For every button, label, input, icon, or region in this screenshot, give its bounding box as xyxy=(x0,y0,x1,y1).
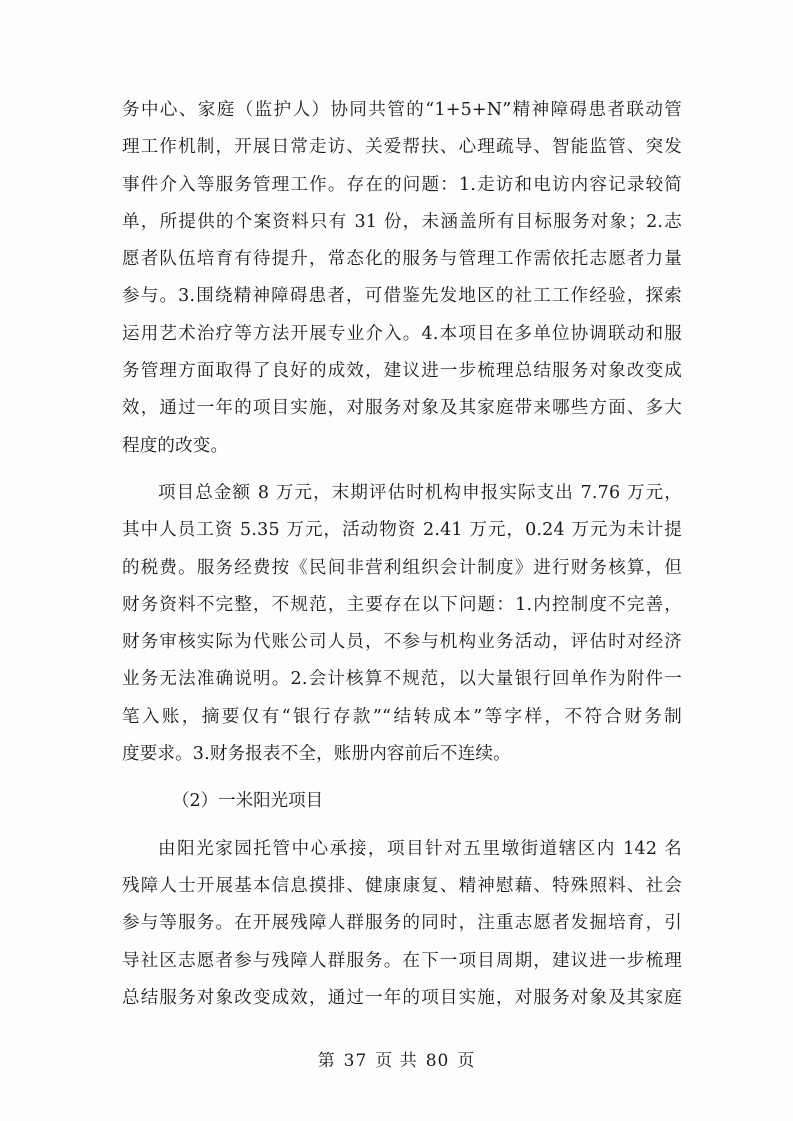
text-line: 务管理方面取得了良好的成效，建议进一步梳理总结服务对象改变成 xyxy=(122,361,682,382)
paragraph-2 xyxy=(122,475,682,773)
footer-prefix: 第 xyxy=(317,1051,336,1071)
text-line: 由阳光家园托管中心承接，项目针对五里墩街道辖区内 142 名 xyxy=(158,838,682,859)
footer-suffix: 页 xyxy=(457,1051,476,1071)
text-line: 事件介入等服务管理工作。存在的问题：1.走访和电访内容记录较简 xyxy=(122,174,682,195)
text-line: 务中心、家庭（监护人）协同共管的“1+5+N”精神障碍患者联动管 xyxy=(122,100,682,120)
text-line: 参与。3.围绕精神障碍患者，可借鉴先发地区的社工工作经验，探索 xyxy=(122,286,682,307)
footer-middle: 页 共 xyxy=(375,1051,418,1071)
text-line: 理工作机制，开展日常走访、关爱帮扶、心理疏导、智能监管、突发 xyxy=(122,137,682,158)
text-line: 导社区志愿者参与残障人群服务。在下一项目周期，建议进一步梳理 xyxy=(122,950,682,971)
page-number: 37 xyxy=(343,1051,368,1071)
page-total: 80 xyxy=(425,1051,450,1071)
page-footer xyxy=(0,1046,793,1071)
text-line: 总结服务对象改变成效，通过一年的项目实施，对服务对象及其家庭 xyxy=(122,987,682,1008)
text-line: 运用艺术治疗等方法开展专业介入。4.本项目在多单位协调联动和服 xyxy=(122,323,682,344)
text-line: 程度的改变。 xyxy=(122,435,229,456)
text-line: 财务审核实际为代账公司人员，不参与机构业务活动，评估时对经济 xyxy=(122,632,682,653)
body-text xyxy=(122,92,682,1017)
text-line: 其中人员工资 5.35 万元，活动物资 2.41 万元，0.24 万元为未计提 xyxy=(122,520,682,541)
text-line: 残障人士开展基本信息摸排、健康康复、精神慰藉、特殊照料、社会 xyxy=(122,875,682,896)
text-line: 项目总金额 8 万元，末期评估时机构申报实际支出 7.76 万元， xyxy=(158,482,682,503)
text-line: 单，所提供的个案资料只有 31 份，未涵盖所有目标服务对象；2.志 xyxy=(122,211,682,232)
text-line: 参与等服务。在开展残障人群服务的同时，注重志愿者发掘培育，引 xyxy=(122,913,682,934)
text-line: 效，通过一年的项目实施，对服务对象及其家庭带来哪些方面、多大 xyxy=(122,398,682,419)
paragraph-1 xyxy=(122,92,682,465)
text-line: 业务无法准确说明。2.会计核算不规范，以大量银行回单作为附件一 xyxy=(122,669,682,690)
paragraph-3 xyxy=(122,831,682,1017)
section-subheading: （2）一米阳光项目 xyxy=(172,791,324,812)
text-line: 愿者队伍培育有待提升，常态化的服务与管理工作需依托志愿者力量 xyxy=(122,249,682,270)
text-line: 财务资料不完整，不规范，主要存在以下问题：1.内控制度不完善， xyxy=(122,594,682,615)
text-line: 的税费。服务经费按《民间非营利组织会计制度》进行财务核算，但 xyxy=(122,557,682,578)
text-line: 笔入账，摘要仅有“银行存款”“结转成本”等字样，不符合财务制 xyxy=(122,706,682,727)
text-line: 度要求。3.财务报表不全，账册内容前后不连续。 xyxy=(122,744,511,765)
